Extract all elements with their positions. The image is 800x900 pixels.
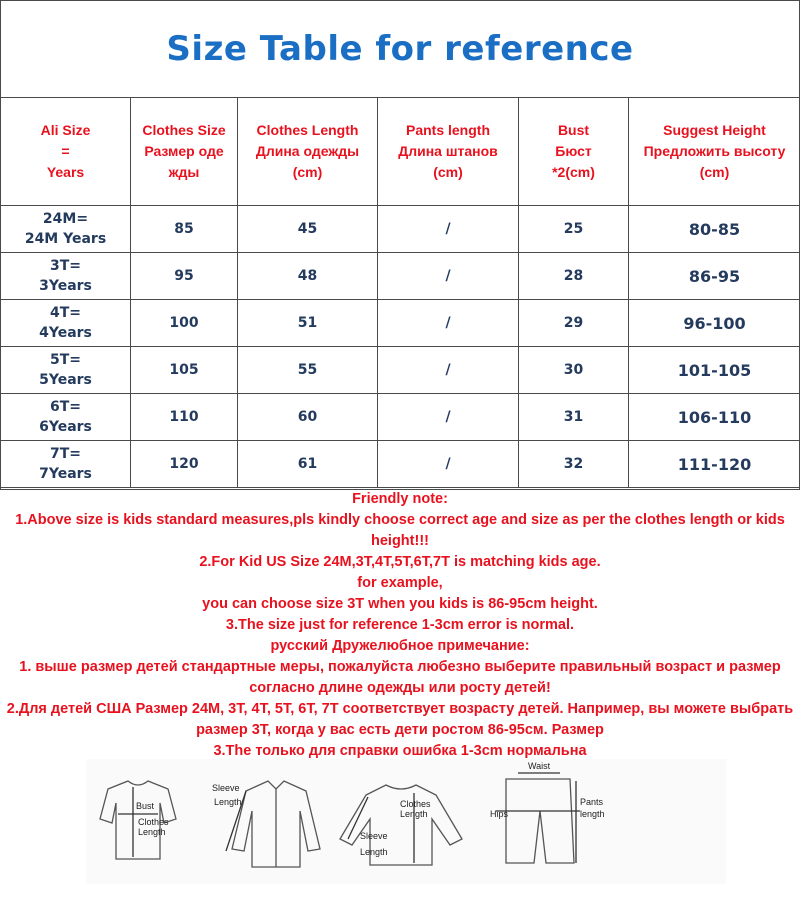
table-header-row: [1, 98, 800, 206]
note-heading-russian: русский Дружелюбное примечание:: [270, 638, 530, 654]
note-line: you can choose size 3T when you kids is 86-95cm height.: [202, 596, 598, 612]
cell-bust: 31: [519, 394, 629, 441]
cell-height: 80-85: [629, 206, 800, 253]
measurement-diagram: [86, 759, 726, 884]
header-ali-size: Ali Size = Years: [1, 98, 131, 206]
note-heading: Friendly note:: [352, 491, 448, 507]
header-bust: Bust Бюст *2(cm): [519, 98, 629, 206]
cell-age: 5T= 5Years: [1, 347, 131, 394]
table-row: [1, 300, 800, 347]
cell-height: 106-110: [629, 394, 800, 441]
table-row: [1, 253, 800, 300]
page-title: Size Table for reference: [166, 28, 634, 69]
note-line: for example,: [357, 575, 443, 591]
table-row: [1, 206, 800, 253]
label-hips: Hips: [490, 809, 509, 819]
cell-pants: /: [378, 206, 519, 253]
cell-height: 96-100: [629, 300, 800, 347]
cell-pants: /: [378, 300, 519, 347]
note-line: 1. выше размер детей стандартные меры, пожалуйста любезно выберите правильный возраст и размер согласно длине одежды или росту детей!: [19, 659, 781, 696]
label-length: Length: [400, 809, 428, 819]
cell-pants: /: [378, 394, 519, 441]
cell-height: 111-120: [629, 441, 800, 488]
cell-size: 95: [131, 253, 238, 300]
label-pants: Pants: [580, 797, 604, 807]
cell-bust: 30: [519, 347, 629, 394]
label-clothes: Clothes: [138, 817, 169, 827]
label-sleeve-length: Length: [214, 797, 242, 807]
label-clothes: Clothes: [400, 799, 431, 809]
cell-bust: 28: [519, 253, 629, 300]
label-length: Length: [138, 827, 166, 837]
size-table: [0, 97, 800, 488]
cell-size: 110: [131, 394, 238, 441]
cell-bust: 32: [519, 441, 629, 488]
label-pants-length: length: [580, 809, 605, 819]
cell-pants: /: [378, 441, 519, 488]
table-row: [1, 441, 800, 488]
note-line: 3.The size just for reference 1-3cm error is normal.: [225, 617, 575, 633]
measurement-illustration: [86, 759, 726, 884]
raglan-top-icon: [340, 785, 462, 865]
cell-size: 105: [131, 347, 238, 394]
cell-length: 48: [238, 253, 378, 300]
cell-length: 61: [238, 441, 378, 488]
cell-size: 85: [131, 206, 238, 253]
cell-bust: 25: [519, 206, 629, 253]
cell-height: 101-105: [629, 347, 800, 394]
label-bust: Bust: [136, 801, 155, 811]
cell-length: 45: [238, 206, 378, 253]
note-line: 2.Для детей США Размер 24M, 3T, 4T, 5T, 6T, 7T соответствует возрасту детей. Например, вы можете выбрать размер 3T, когда у вас есть дети ростом 86-95см. Размер: [6, 701, 794, 738]
note-line: 3.The только для справки ошибка 1-3cm нормальна: [213, 743, 587, 759]
note-line: 1.Above size is kids standard measures,pls kindly choose correct age and size as per the clothes length or kids height!!!: [15, 512, 785, 549]
label-sleeve: Sleeve: [212, 783, 240, 793]
cell-age: 4T= 4Years: [1, 300, 131, 347]
pants-icon: [496, 773, 580, 863]
cell-age: 3T= 3Years: [1, 253, 131, 300]
cell-length: 55: [238, 347, 378, 394]
cell-pants: /: [378, 347, 519, 394]
cell-size: 100: [131, 300, 238, 347]
header-clothes-length: Clothes Length Длина одежды (cm): [238, 98, 378, 206]
label-sleeve-length: Length: [360, 847, 388, 857]
cell-length: 60: [238, 394, 378, 441]
cell-length: 51: [238, 300, 378, 347]
header-clothes-size: Clothes Size Размер оде жды: [131, 98, 238, 206]
header-suggest-height: Suggest Height Предложить высоту (cm): [629, 98, 800, 206]
friendly-note: [0, 489, 800, 759]
label-waist: Waist: [528, 761, 551, 771]
cell-pants: /: [378, 253, 519, 300]
note-line: 2.For Kid US Size 24M,3T,4T,5T,6T,7T is matching kids age.: [199, 554, 601, 570]
button-shirt-icon: [226, 781, 320, 867]
cell-age: 6T= 6Years: [1, 394, 131, 441]
cell-age: 7T= 7Years: [1, 441, 131, 488]
table-row: [1, 347, 800, 394]
label-sleeve: Sleeve: [360, 831, 388, 841]
cell-bust: 29: [519, 300, 629, 347]
cell-height: 86-95: [629, 253, 800, 300]
cell-age: 24M= 24M Years: [1, 206, 131, 253]
header-pants-length: Pants length Длина штанов (cm): [378, 98, 519, 206]
table-row: [1, 394, 800, 441]
cell-size: 120: [131, 441, 238, 488]
